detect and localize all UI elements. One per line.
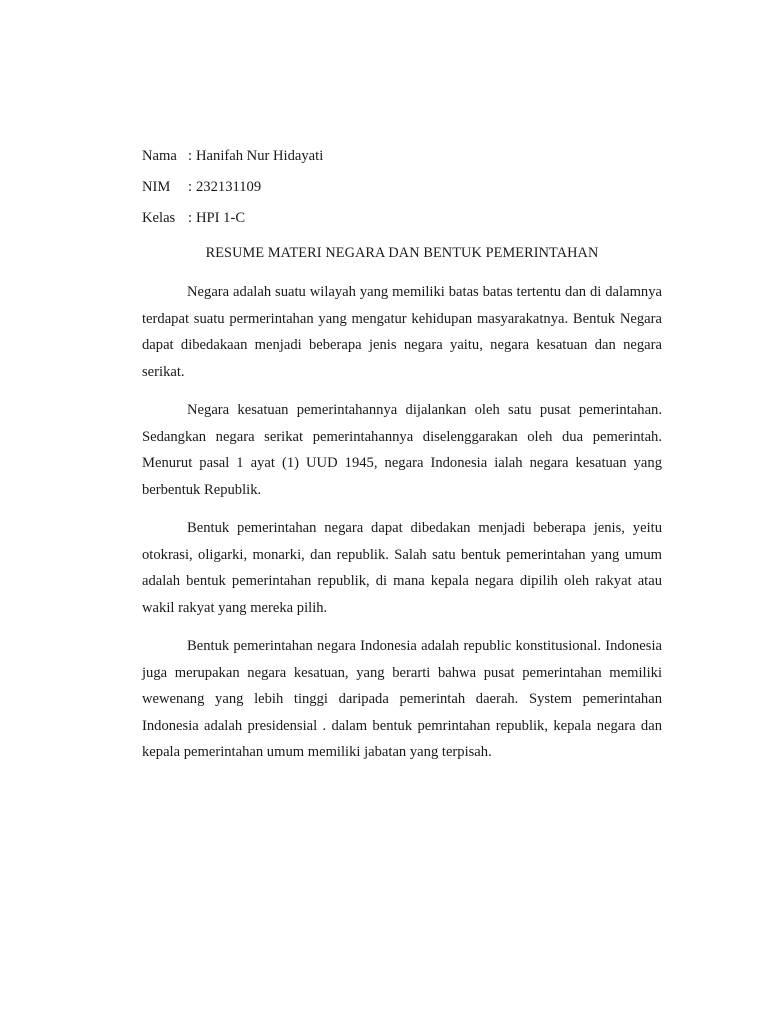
info-separator: : (188, 148, 193, 164)
paragraph: Bentuk pemerintahan negara Indonesia adalah republic konstitusional. Indonesia juga merupakan negara kesatuan, yang berarti bahwa pusat pemerintahan memiliki wewenang yang lebih tinggi daripada pemerintah daerah. System pemerintahan Indonesia adalah presidensial . dalam bentuk pemrintahan republik, kepala negara dan kepala pemerintahan umum memiliki jabatan yang terpisah. (142, 638, 662, 760)
info-value: HPI 1-C (196, 210, 246, 226)
info-row-nama (142, 145, 323, 176)
info-row-nim (142, 176, 323, 207)
info-value: Hanifah Nur Hidayati (196, 148, 324, 164)
info-value: 232131109 (196, 179, 262, 195)
info-separator: : (188, 210, 193, 226)
document-title: RESUME MATERI NEGARA DAN BENTUK PEMERINTAHAN (205, 245, 599, 261)
paragraph: Bentuk pemerintahan negara dapat dibedakan menjadi beberapa jenis, yeitu otokrasi, oligarki, monarki, dan republik. Salah satu bentuk pemerintahan yang umum adalah bentuk pemerintahan republik, di mana kepala negara dipilih oleh rakyat atau wakil rakyat yang mereka pilih. (142, 520, 662, 616)
info-separator: : (188, 179, 193, 195)
info-label: NIM (142, 179, 171, 195)
document-body (142, 279, 662, 778)
paragraph: Negara kesatuan pemerintahannya dijalankan oleh satu pusat pemerintahan. Sedangkan negara serikat pemerintahannya diselenggarakan oleh dua pemerintah. Menurut pasal 1 ayat (1) UUD 1945, negara Indonesia ialah negara kesatuan yang berbentuk Republik. (142, 402, 662, 498)
info-label: Nama (142, 148, 177, 164)
student-info (142, 145, 323, 238)
info-label: Kelas (142, 210, 176, 226)
paragraph: Negara adalah suatu wilayah yang memiliki batas batas tertentu dan di dalamnya terdapat suatu permerintahan yang mengatur kehidupan masyarakatnya. Bentuk Negara dapat dibedakaan menjadi beberapa jenis negara yaitu, negara kesatuan dan negara serikat. (142, 284, 662, 380)
info-row-kelas (142, 207, 323, 238)
